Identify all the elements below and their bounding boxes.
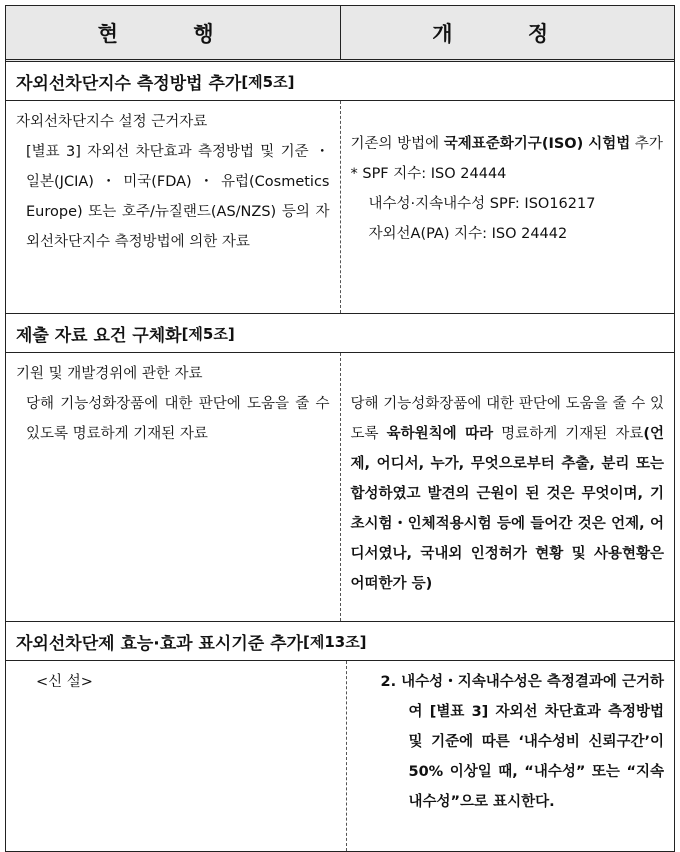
section-row — [6, 353, 674, 621]
current-cell — [6, 353, 340, 621]
current-heading: 기원 및 개발경위에 관한 자료 — [16, 366, 203, 382]
revised-intro — [351, 129, 665, 159]
current-body: [별표 3] 자외선 차단효과 측정방법 및 기준 ・일본(JCIA)・미국(FDA)・유럽(Cosmetics Europe) 또는 호주/뉴질랜드(AS/NZS) 등의 자외선차단지수 측정방법에 의한 자료 — [26, 144, 330, 250]
section-row — [6, 101, 674, 313]
revised-cell — [340, 353, 675, 621]
current-heading: 자외선차단지수 설정 근거자료 — [16, 114, 208, 130]
section-ref: [제5조] — [241, 72, 295, 91]
section-title-text: 제출 자료 요건 구체화 — [16, 325, 182, 346]
section-title-text: 자외선차단제 효능·효과 표시기준 추가 — [16, 633, 303, 654]
revised-intro-end: 추가 — [630, 136, 663, 152]
section-row — [6, 661, 674, 851]
revised-item: 2. 내수성・지속내수성은 측정결과에 근거하여 [별표 3] 자외선 차단효과 측정방법 및 기준에 따른 ‘내수성비 신뢰구간’이 50% 이상일 때, “내수성” 또는 “지속내수성”으로 표시한다. — [380, 674, 664, 810]
table-header — [6, 6, 674, 62]
revised-water-resistance: 내수성·지속내수성 SPF: ISO16217 — [368, 196, 596, 212]
comparison-table — [5, 5, 675, 852]
current-body: <신 설> — [36, 674, 93, 690]
section-ref: [제5조] — [181, 324, 235, 343]
section-title-text: 자외선차단지수 측정방법 추가 — [16, 73, 242, 94]
current-cell — [6, 101, 340, 313]
header-revised: 개 정 — [340, 6, 675, 59]
revised-spf: * SPF 지수: ISO 24444 — [350, 166, 507, 182]
current-body: 당해 기능성화장품에 대한 판단에 도움을 줄 수 있도록 명료하게 기재된 자료 — [26, 396, 330, 442]
section-title — [6, 62, 674, 101]
section-title — [6, 621, 674, 661]
revised-text: 당해 기능성화장품에 대한 판단에 도움을 줄 수 있도록 — [350, 396, 664, 442]
section-ref: [제13조] — [302, 632, 367, 651]
revised-cell — [346, 661, 675, 851]
header-current: 현 행 — [97, 21, 248, 46]
revised-bold: 육하원칙에 따라 — [386, 426, 494, 442]
section-title — [6, 313, 674, 353]
revised-cell — [340, 101, 675, 313]
revised-text: 명료하게 기재된 자료 — [493, 426, 644, 442]
revised-intro-bold: 국제표준화기구(ISO) 시험법 — [443, 136, 631, 152]
revised-intro-text: 기존의 방법에 — [350, 136, 444, 152]
revised-pa: 자외선A(PA) 지수: ISO 24442 — [368, 226, 568, 242]
current-cell — [6, 661, 346, 851]
revised-detail: (언제, 어디서, 누가, 무엇으로부터 추출, 분리 또는 합성하였고 발견의 근원이 된 것은 무엇이며, 기초시험・인체적용시험 등에 들어간 것은 언제, 어디서였나, 국내외 인정허가 현황 및 사용현황은 어떠한가 등) — [350, 426, 664, 592]
